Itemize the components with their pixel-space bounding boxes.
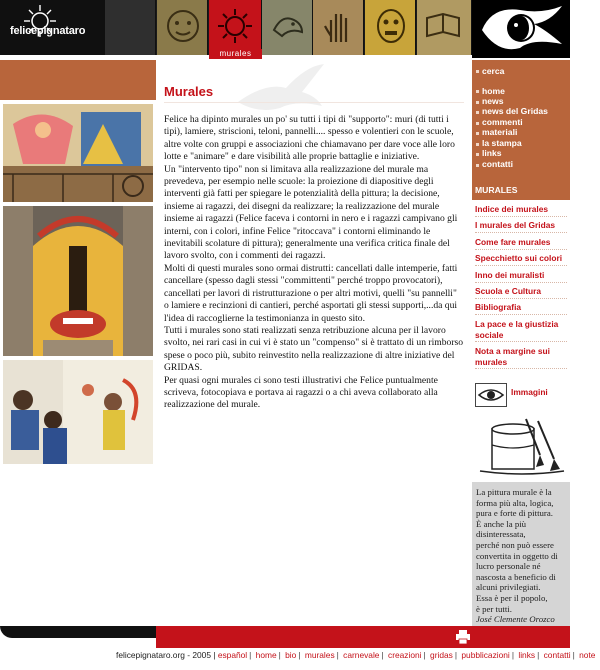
nav-tile-creature[interactable] <box>262 0 313 55</box>
divider <box>475 249 567 250</box>
separator: | <box>454 650 458 660</box>
bullet-icon <box>476 70 479 73</box>
bullet-icon <box>476 90 479 93</box>
bullet-icon <box>476 143 479 146</box>
quote <box>476 487 568 625</box>
footer-link-home[interactable]: home <box>255 650 277 660</box>
footer-link-pubblicazioni[interactable]: pubblicazioni <box>461 650 510 660</box>
footer-bar <box>156 626 570 648</box>
quote-line: lucro personale né <box>476 561 541 572</box>
mask-icon <box>371 6 411 46</box>
murales-link-scuola[interactable]: Scuola e Cultura <box>475 286 542 296</box>
footer-link-links[interactable]: links <box>518 650 536 660</box>
quote-line: forma più alta, logica, <box>476 497 554 508</box>
footer-links <box>116 650 595 660</box>
immagini-link[interactable]: Immagini <box>511 387 548 397</box>
eye-icon <box>476 384 506 406</box>
logo-text: felicepignataro <box>10 25 86 37</box>
separator: | <box>298 650 301 660</box>
separator: | <box>572 650 575 660</box>
sidebar-link-news-gridas[interactable]: news del Gridas <box>482 106 548 116</box>
murales-link-bibliografia[interactable]: Bibliografia <box>475 302 522 312</box>
bullet-icon <box>476 164 479 167</box>
immagini-button[interactable] <box>475 383 507 407</box>
page-title: Murales <box>164 84 214 99</box>
moon-sun-icon <box>472 0 570 58</box>
quote-line: Essa è per il popolo, <box>476 592 548 603</box>
sidebar-link-contatti[interactable]: contatti <box>482 159 514 169</box>
bird-watermark-icon <box>236 62 326 122</box>
murales-link-pace[interactable]: La pace e la giustizia sociale <box>475 319 559 340</box>
left-color-bar <box>0 60 156 100</box>
sidebar-link-stampa[interactable]: la stampa <box>482 138 522 148</box>
quote-line: La pittura murale è la <box>476 487 552 497</box>
murales-section-title: MURALES <box>475 185 518 195</box>
photo-mural-1 <box>3 104 153 202</box>
separator: | <box>423 650 426 660</box>
nav-tile-blank[interactable] <box>105 0 156 55</box>
paragraph: Tutti i murales sono stati realizzati senza retribuzione alcuna per il lavoro svolto, nei rari casi in cui vi è stato un "compenso" si è trattato di un rimborso spese o poco più, subito reinvestito nella realizzazione di altre iniziative del GRIDAS. <box>164 324 464 374</box>
murales-link-come-fare[interactable]: Come fare murales <box>475 237 551 247</box>
sidebar-link-cerca[interactable]: cerca <box>482 66 505 76</box>
logo[interactable] <box>0 0 105 55</box>
footer-link-carnevale[interactable]: carnevale <box>343 650 380 660</box>
quote-line: nascosta a beneficio di <box>476 571 556 582</box>
murales-link-indice[interactable]: Indice dei murales <box>475 204 549 214</box>
copyright: felicepignataro.org - 2005 | <box>116 650 216 660</box>
separator: | <box>511 650 514 660</box>
photo-kids-painting <box>3 360 153 464</box>
murales-link-inno[interactable]: Inno dei muralisti <box>475 270 545 280</box>
quote-line: perché non può essere <box>476 539 554 550</box>
divider <box>475 314 567 315</box>
article-body <box>164 114 464 412</box>
quote-author: José Clemente Orozco <box>476 614 555 625</box>
divider <box>475 341 567 342</box>
sidebar-link-home[interactable]: home <box>482 86 505 96</box>
paragraph: Un "intervento tipo" non si limitava alla realizzazione del murale ma prevedeva, per esempio nelle scuole: la proiezione di diapositive degli interventi già fatti per spiegare le potenzialità della pittura; la decisione, insieme ai ragazzi, dei disegni da realizzare; la realizzazione del murale insieme ai ragazzi (Felice faceva i contorni in nero e i ragazzi campivano gli interni, con i colori, infine Felice "ritoccava" i contorni eliminando le inevitabili scolature di pittura); generalmente una verifica critica finale del lavoro svolto, con i commenti dei ragazzi. <box>164 163 458 262</box>
footer-link-espanol[interactable]: español <box>217 650 248 660</box>
footer-link-note[interactable]: note <box>579 650 596 660</box>
paragraph: Per quasi ogni murales ci sono testi illustrativi che Felice puntualmente scriveva, fotocopiava e portava ai ragazzi o a chi aveva collaborato alla realizzazione del murale. <box>164 374 438 411</box>
active-tab-label[interactable]: murales <box>209 49 262 59</box>
divider <box>475 368 567 369</box>
footer-link-creazioni[interactable]: creazioni <box>388 650 422 660</box>
sidebar-link-news[interactable]: news <box>482 96 504 106</box>
quote-line: convertita in oggetto di <box>476 550 558 561</box>
bullet-icon <box>476 122 479 125</box>
paint-bucket-illustration-icon <box>478 415 566 477</box>
sun-face-icon <box>215 6 255 46</box>
murales-link-gridas[interactable]: I murales del Gridas <box>475 220 556 230</box>
divider <box>475 298 567 299</box>
moon-sun-emblem <box>472 0 570 58</box>
nav-tile-face[interactable] <box>157 0 208 55</box>
creature-icon <box>268 6 308 46</box>
photo-mural-2 <box>3 206 153 356</box>
bullet-icon <box>476 101 479 104</box>
divider <box>475 216 567 217</box>
separator: | <box>381 650 384 660</box>
hand-icon <box>319 6 359 46</box>
book-icon <box>423 6 463 46</box>
sidebar-link-materiali[interactable]: materiali <box>482 127 518 137</box>
quote-line: pura e forte di pittura. <box>476 508 553 519</box>
divider <box>475 232 567 233</box>
sidebar-link-links[interactable]: links <box>482 148 502 158</box>
footer-link-gridas[interactable]: gridas <box>430 650 453 660</box>
paragraph: Felice ha dipinto murales un po' su tutti i tipi di "supporto": muri (di tutti i tipi), lamiere, striscioni, teloni, pannelli.... spesso e volentieri con le scuole, altre volte con gruppi e associazioni che chiamavano per dare voce alle loro lotte e "animare" e dare visibilità alle proprie battaglie e iniziative. <box>164 114 455 163</box>
footer-link-murales[interactable]: murales <box>304 650 335 660</box>
divider <box>475 282 567 283</box>
print-icon[interactable] <box>455 630 471 644</box>
separator: | <box>278 650 281 660</box>
quote-line: alcuni privilegiati. <box>476 582 541 593</box>
bullet-icon <box>476 132 479 135</box>
nav-tile-hand[interactable] <box>313 0 364 55</box>
face-icon <box>163 6 203 46</box>
sun-logo-icon <box>20 3 60 43</box>
quote-line: È anche la più <box>476 518 527 529</box>
separator: | <box>336 650 339 660</box>
quote-line: disinteressata, <box>476 529 526 540</box>
nav-tile-murales-active[interactable] <box>209 0 262 55</box>
paragraph: Molti di questi murales sono ormai distrutti: cancellati dalle intemperie, fatti cancellare (spesso dagli stessi "committenti" perché troppo provocatori), cancellati per lavori di ristrutturazione o per altri motivi, quelli "su pannelli" o lamiere e recinzioni di cantieri, perché asportati gli stessi supporti,...da qui l'idea di raccoglierne la testimonianza in questo sito. <box>164 262 458 324</box>
divider <box>475 265 567 266</box>
nav-tile-book[interactable] <box>417 0 472 55</box>
footer-link-bio[interactable]: bio <box>285 650 297 660</box>
left-footer-cap <box>0 626 156 638</box>
bullet-icon <box>476 111 479 114</box>
nav-tile-mask[interactable] <box>365 0 416 55</box>
separator: | <box>249 650 252 660</box>
bullet-icon <box>476 153 479 156</box>
title-divider <box>164 102 464 103</box>
footer-link-contatti[interactable]: contatti <box>543 650 571 660</box>
quote-line: è per tutti. <box>476 603 512 614</box>
murales-link-nota[interactable]: Nota a margine sui murales <box>475 346 550 367</box>
murales-link-colori[interactable]: Specchietto sui colori <box>475 253 563 263</box>
sidebar-link-commenti[interactable]: commenti <box>482 117 523 127</box>
separator: | <box>537 650 540 660</box>
